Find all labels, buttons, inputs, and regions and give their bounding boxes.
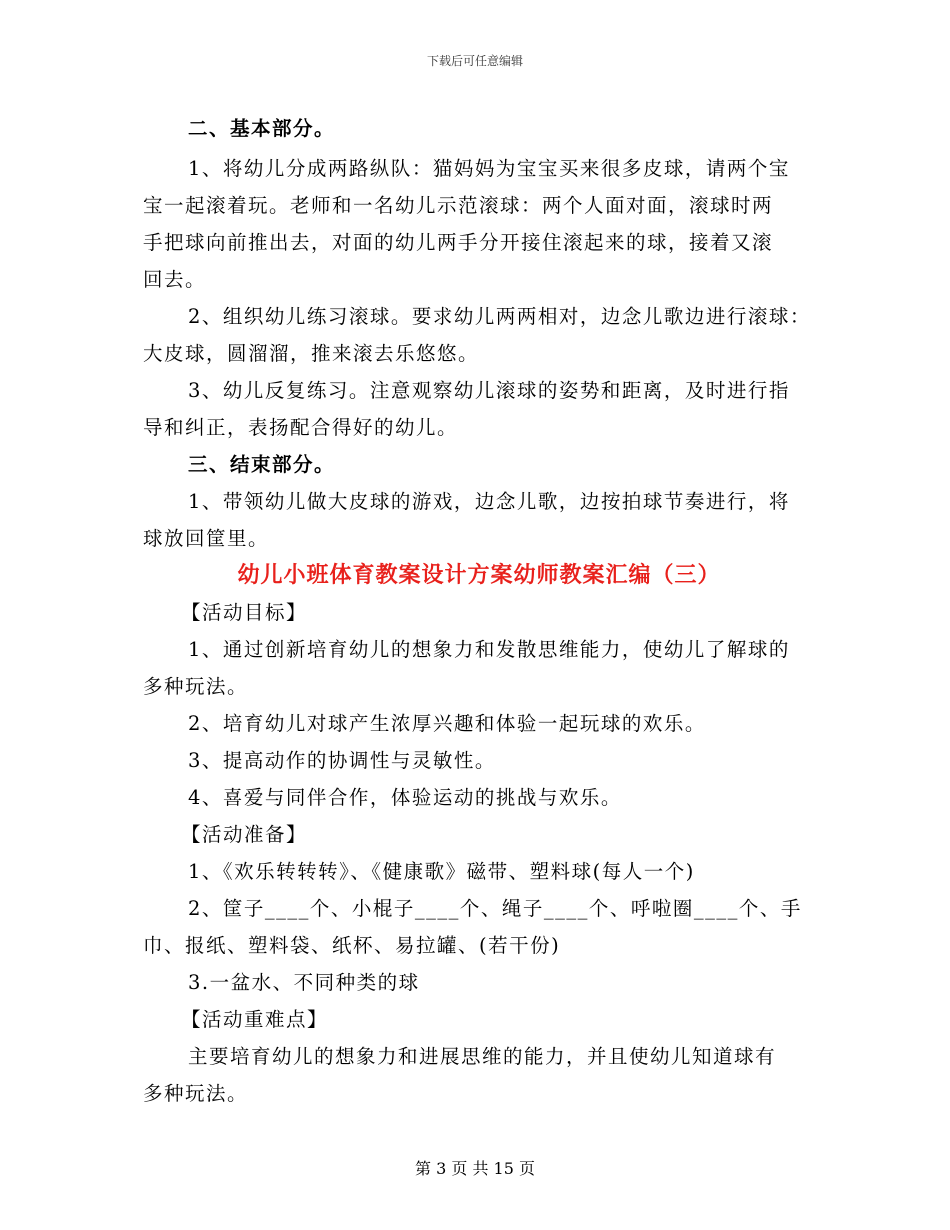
paragraph-line: 1、《欢乐转转转》、《健康歌》磁带、塑料球(每人一个) — [188, 860, 695, 883]
paragraph-line: 2、培育幼儿对球产生浓厚兴趣和体验一起玩球的欢乐。 — [188, 712, 706, 735]
paragraph-line: 1、带领幼儿做大皮球的游戏，边念儿歌，边按拍球节奏进行，将 — [188, 490, 790, 513]
paragraph-line: 主要培育幼儿的想象力和进展思维的能力，并且使幼儿知道球有 — [188, 1045, 777, 1068]
paragraph-line: 1、将幼儿分成两路纵队：猫妈妈为宝宝买来很多皮球，请两个宝 — [188, 157, 790, 180]
paragraph-line: 导和纠正，表扬配合得好的幼儿。 — [143, 416, 459, 439]
paragraph-line: 1、通过创新培育幼儿的想象力和发散思维能力，使幼儿了解球的 — [188, 638, 790, 661]
page-header: 下载后可任意编辑 — [426, 54, 523, 68]
paragraph-line: 多种玩法。 — [143, 675, 249, 698]
paragraph-line: 2、筐子____个、小棍子____个、绳子____个、呼啦圈____个、手 — [188, 897, 802, 920]
paragraph-line: 大皮球，圆溜溜，推来滚去乐悠悠。 — [143, 342, 480, 365]
paragraph-line: 4、喜爱与同伴合作，体验运动的挑战与欢乐。 — [188, 786, 622, 809]
section-heading-basic: 二、基本部分。 — [188, 117, 336, 140]
document-body — [143, 110, 815, 1112]
section-heading-preparation: 【活动准备】 — [181, 823, 308, 846]
paragraph-line: 手把球向前推出去，对面的幼儿两手分开接住滚起来的球，接着又滚 — [143, 231, 774, 254]
section-heading-goals: 【活动目标】 — [181, 601, 308, 624]
document-title: 幼儿小班体育教案设计方案幼师教案汇编（三） — [237, 563, 721, 588]
paragraph-line: 回去。 — [143, 268, 207, 291]
paragraph-line: 2、组织幼儿练习滚球。要求幼儿两两相对，边念儿歌边进行滚球： — [188, 305, 811, 328]
paragraph-line: 多种玩法。 — [143, 1082, 249, 1105]
page-footer: 第 3 页 共 15 页 — [415, 1159, 535, 1178]
paragraph-line: 3.一盆水、不同种类的球 — [188, 971, 420, 994]
paragraph-line: 3、幼儿反复练习。注意观察幼儿滚球的姿势和距离，及时进行指 — [188, 379, 790, 402]
paragraph-line: 宝一起滚着玩。老师和一名幼儿示范滚球：两个人面对面，滚球时两 — [143, 194, 774, 217]
section-heading-end: 三、结束部分。 — [188, 453, 336, 476]
paragraph-line: 球放回筐里。 — [143, 527, 270, 550]
section-heading-key-points: 【活动重难点】 — [181, 1008, 329, 1031]
paragraph-line: 3、提高动作的协调性与灵敏性。 — [188, 749, 496, 772]
paragraph-line: 巾、报纸、塑料袋、纸杯、易拉罐、(若干份) — [143, 934, 561, 957]
